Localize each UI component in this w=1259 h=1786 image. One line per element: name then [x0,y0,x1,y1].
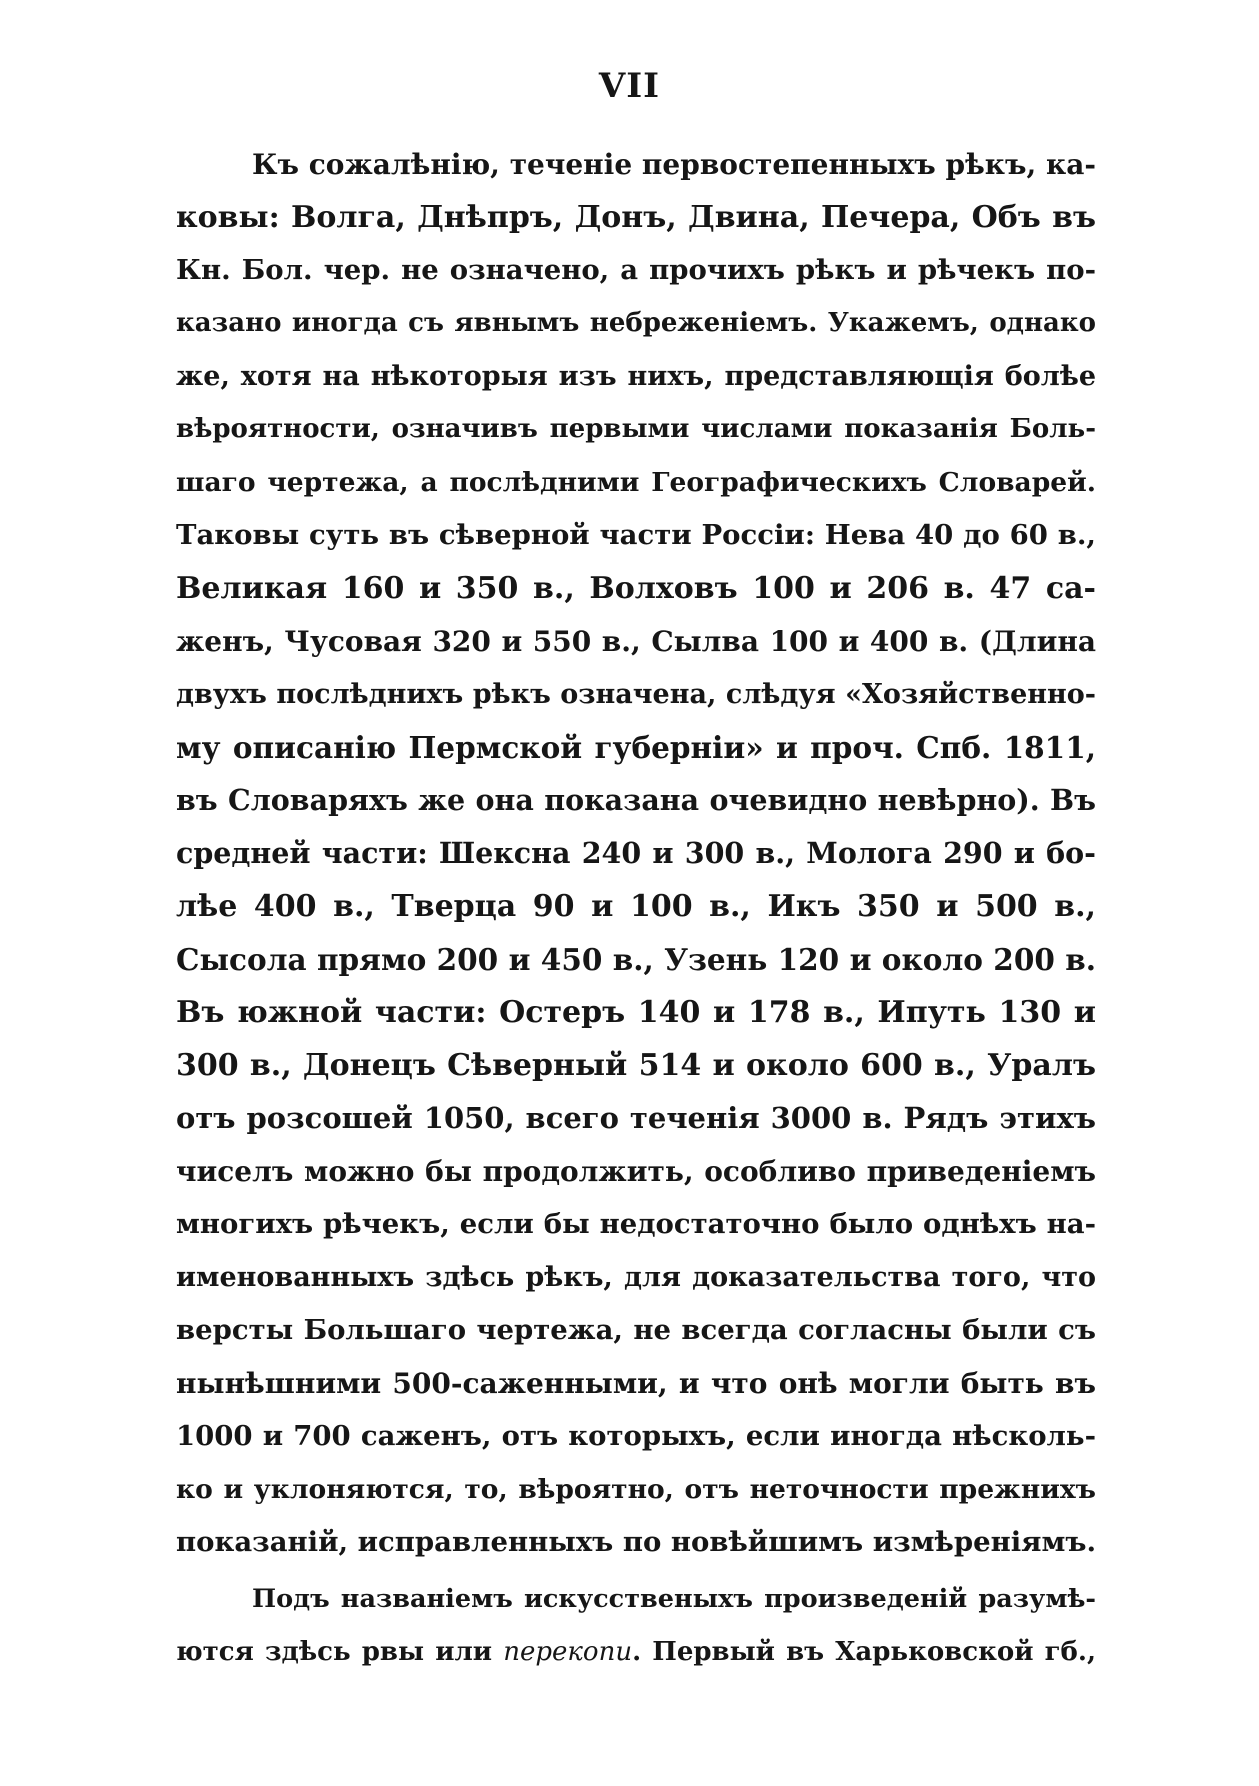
text-line: Подъ названіемъ искусственыхъ произведеній разумѣ- [252,1584,1096,1614]
text-line: лѣе 400 в., Тверца 90 и 100 в., Икъ 350 и 500 в., [176,889,1096,924]
text-line: именованныхъ здѣсь рѣкъ, для доказательства того, что [176,1262,1096,1293]
page-number: VII [598,66,661,106]
text-column [176,138,1096,1679]
paragraph-2 [176,1573,1096,1679]
text-line: Къ сожалѣнію, теченіе первостепенныхъ рѣкъ, ка- [252,148,1096,181]
text-line: 1000 и 700 саженъ, отъ которыхъ, если иногда нѣсколь- [176,1420,1096,1452]
text-line: казано иногда съ явнымъ небреженіемъ. Укажемъ, однако [176,308,1096,338]
text-line: отъ розсошей 1050, всего теченія 3000 в. Рядъ этихъ [176,1101,1096,1135]
text-line: многихъ рѣчекъ, если бы недостаточно было однѣхъ на- [176,1208,1096,1240]
text-line: двухъ послѣднихъ рѣкъ означена, слѣдуя «Хозяйственно- [176,679,1096,710]
text-line: показаній, исправленныхъ по новѣйшимъ измѣреніямъ. [176,1526,1097,1558]
text-run: . Первый въ Харьковской гб., [632,1637,1096,1667]
text-line: въ Словаряхъ же она показана очевидно невѣрно). Въ [176,783,1096,817]
text-line: нынѣшними 500-саженными, и что онѣ могли быть въ [176,1367,1096,1400]
text-line: женъ, Чусовая 320 и 550 в., Сылва 100 и 400 в. (Длина [176,625,1096,658]
text-line: Великая 160 и 350 в., Волховъ 100 и 206 в. 47 са- [176,571,1096,606]
text-line: Сысола прямо 200 и 450 в., Узень 120 и около 200 в. [176,942,1096,977]
text-line: му описанію Пермской губерніи» и проч. Спб. 1811, [176,730,1096,765]
text-line: чиселъ можно бы продолжить, особливо приведеніемъ [176,1155,1096,1188]
text-line: Въ южной части: Остеръ 140 и 178 в., Ипуть 130 и [176,995,1096,1030]
text-line: Таковы суть въ сѣверной части Россіи: Нева 40 до 60 в., [176,519,1096,551]
paragraph-1 [176,138,1096,1569]
italic-term: перекопи [503,1637,633,1667]
text-line: ко и уклоняются, то, вѣроятно, отъ неточности прежнихъ [176,1474,1096,1505]
text-line: Кн. Бол. чер. не означено, а прочихъ рѣкъ и рѣчекъ по- [176,254,1096,286]
text-line: ковы: Волга, Днѣпръ, Донъ, Двина, Печера, Объ въ [176,200,1096,235]
text-line: версты Большаго чертежа, не всегда согласны были съ [176,1314,1096,1346]
text-line: же, хотя на нѣкоторыя изъ нихъ, представляющія болѣе [176,361,1096,392]
text-line: 300 в., Донецъ Сѣверный 514 и около 600 в., Уралъ [176,1048,1096,1083]
text-line: шаго чертежа, а послѣдними Географическихъ Словарей. [176,467,1096,498]
text-line: вѣроятности, означивъ первыми числами показанія Боль- [176,414,1096,444]
text-line-mixed [176,1626,1096,1679]
text-run: ются здѣсь рвы или [176,1637,504,1667]
text-line: средней части: Шексна 240 и 300 в., Молога 290 и бо- [176,836,1096,870]
